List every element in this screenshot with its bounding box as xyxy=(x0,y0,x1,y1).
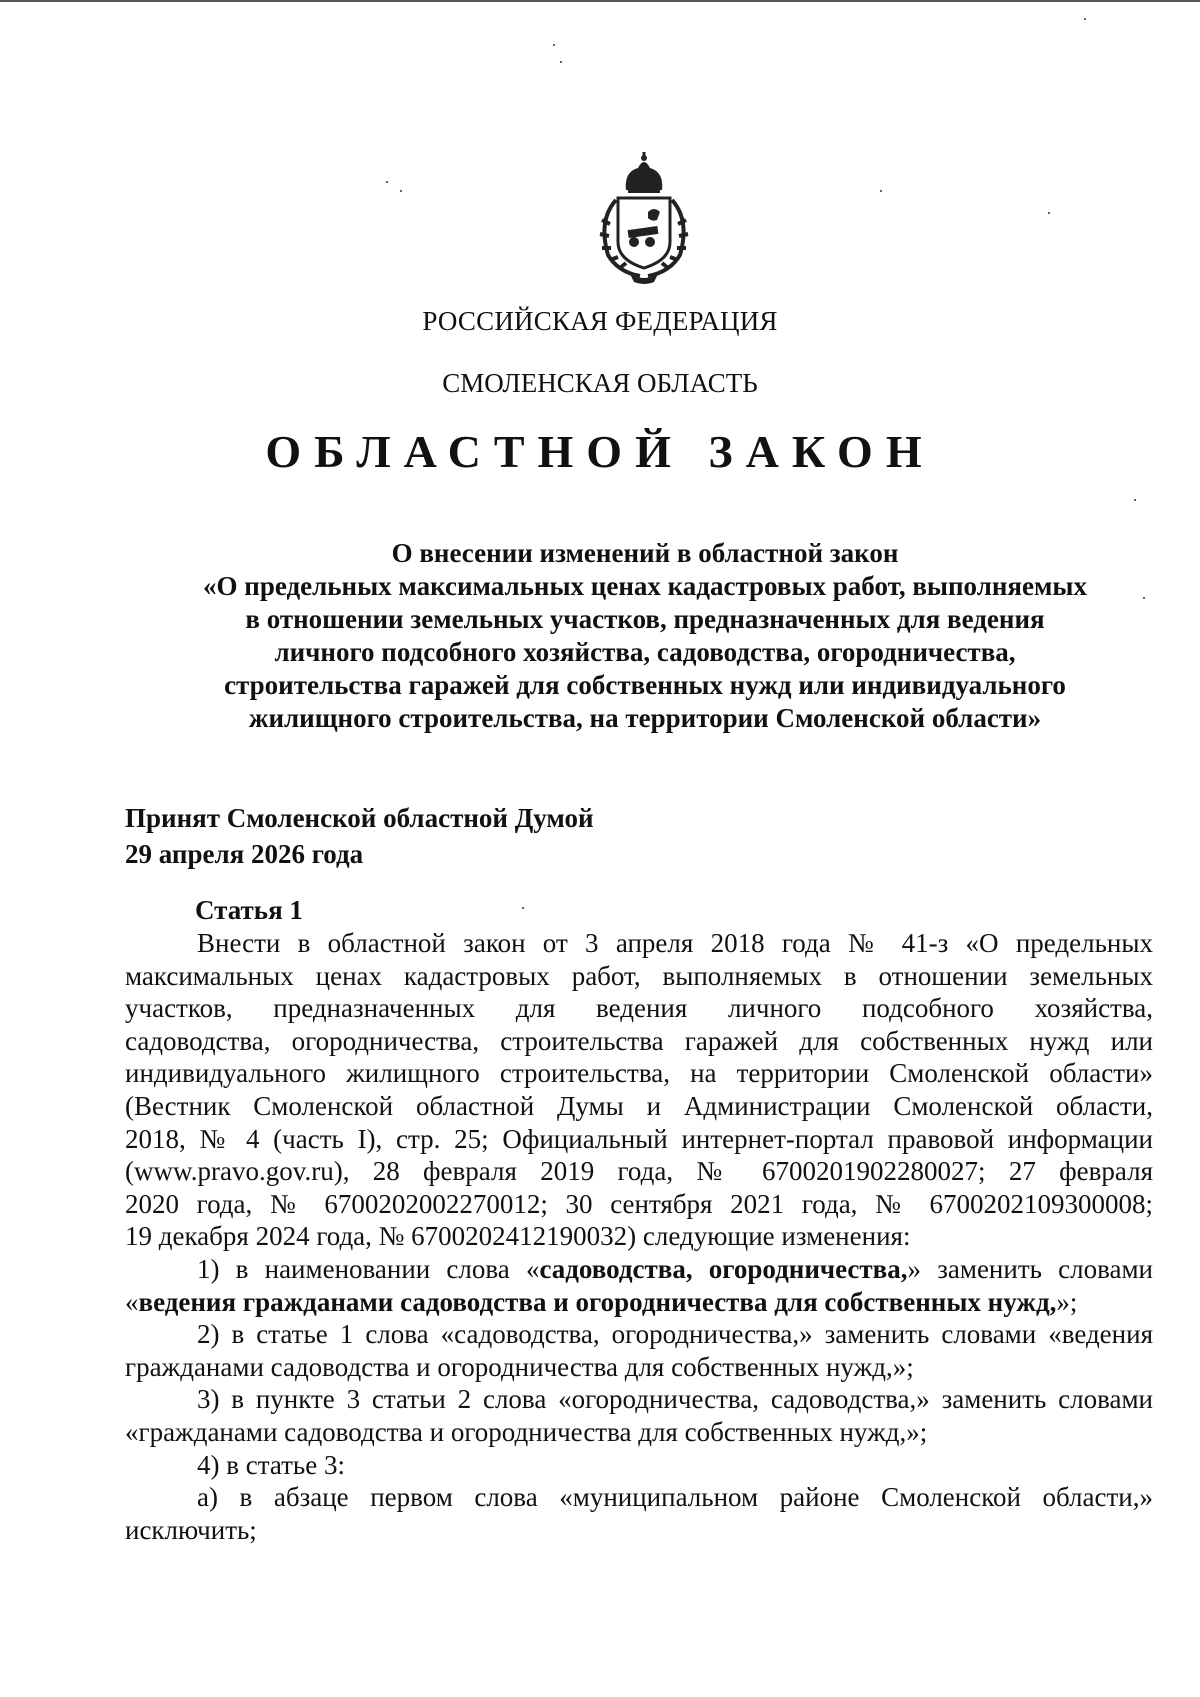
paragraph-line: Внести в областной закон от 3 апреля 2018 года № 41-з «О предельных xyxy=(197,928,1153,958)
item-3-line: «гражданами садоводства и огородничества для собственных нужд,»; xyxy=(125,1416,928,1447)
paragraph-line: (www.pravo.gov.ru), 28 февраля 2019 года, № 6700201902280027; 27 февраля xyxy=(125,1156,1153,1187)
law-title-line: строительства гаражей для собственных нужд или индивидуального xyxy=(224,670,1066,700)
item-3-line: 3) в пункте 3 статьи 2 слова «огородничества, садоводства,» заменить словами xyxy=(197,1384,1153,1415)
scan-speck xyxy=(553,44,555,46)
item-1-middle: » заменить словами xyxy=(907,1253,1153,1284)
item-4a-line: а) в абзаце первом слова «муниципальном районе Смоленской области,» xyxy=(197,1482,1153,1513)
law-title-line: О внесении изменений в областной закон xyxy=(391,538,899,568)
scan-speck xyxy=(1134,499,1136,501)
paragraph-line: (Вестник Смоленской областной Думы и Администрации Смоленской области, xyxy=(125,1090,1153,1121)
smolensk-coat-of-arms-icon xyxy=(588,150,700,285)
item-2-line: гражданами садоводства и огородничества для собственных нужд,»; xyxy=(125,1351,914,1382)
item-1-open-quote: « xyxy=(125,1286,139,1317)
law-title-line: жилищного строительства, на территории Смоленской области» xyxy=(248,703,1042,733)
scan-edge-line xyxy=(0,0,1200,2)
item-1-bold-text: садоводства, огородничества, xyxy=(539,1253,908,1284)
scan-speck xyxy=(400,190,402,192)
item-4a-line: исключить; xyxy=(125,1514,257,1545)
law-type-heading: ОБЛАСТНОЙ ЗАКОН xyxy=(265,426,935,477)
paragraph-line: участков, предназначенных для ведения личного подсобного хозяйства, xyxy=(125,993,1153,1024)
law-title xyxy=(120,537,1170,735)
law-title-line: в отношении земельных участков, предназначенных для ведения xyxy=(245,604,1045,634)
article-heading: Статья 1 xyxy=(195,895,303,925)
country-heading: РОССИЙСКАЯ ФЕДЕРАЦИЯ xyxy=(422,306,778,336)
paragraph-line: 2018, № 4 (часть I), стр. 25; Официальный интернет-портал правовой информации xyxy=(125,1123,1153,1154)
item-4-line: 4) в статье 3: xyxy=(197,1449,345,1480)
paragraph-line: 2020 года, № 6700202002270012; 30 сентября 2021 года, № 6700202109300008; xyxy=(125,1188,1153,1219)
item-1-close: »; xyxy=(1056,1286,1078,1317)
adoption-line: Принят Смоленской областной Думой xyxy=(125,803,594,833)
scan-speck xyxy=(1048,212,1050,214)
region-heading: СМОЛЕНСКАЯ ОБЛАСТЬ xyxy=(442,368,758,398)
paragraph-line: садоводства, огородничества, строительства гаражей для собственных нужд или xyxy=(125,1025,1153,1056)
item-1-line xyxy=(125,1253,1153,1286)
item-1-prefix: 1) в наименовании слова « xyxy=(197,1253,540,1284)
paragraph-line: индивидуального жилищного строительства, на территории Смоленской области» xyxy=(125,1058,1153,1089)
scan-speck xyxy=(560,61,562,63)
law-title-line: «О предельных максимальных ценах кадастровых работ, выполняемых xyxy=(203,571,1087,601)
item-1-bold-replacement: ведения гражданами садоводства и огородничества для собственных нужд, xyxy=(138,1286,1057,1317)
law-title-line: личного подсобного хозяйства, садоводства, огородничества, xyxy=(274,637,1016,667)
adoption-note xyxy=(125,800,594,872)
scan-speck xyxy=(522,907,524,909)
adoption-date: 29 апреля 2026 года xyxy=(125,839,364,869)
paragraph-line: 19 декабря 2024 года, № 6700202412190032) следующие изменения: xyxy=(125,1221,911,1252)
paragraph-line: максимальных ценах кадастровых работ, выполняемых в отношении земельных xyxy=(125,960,1153,991)
scan-speck xyxy=(1084,18,1086,20)
scan-speck xyxy=(880,190,882,192)
item-2-line: 2) в статье 1 слова «садоводства, огородничества,» заменить словами «ведения xyxy=(197,1319,1153,1350)
article-body xyxy=(125,927,1153,1546)
scan-speck xyxy=(386,181,388,183)
item-1-line xyxy=(125,1286,1153,1319)
